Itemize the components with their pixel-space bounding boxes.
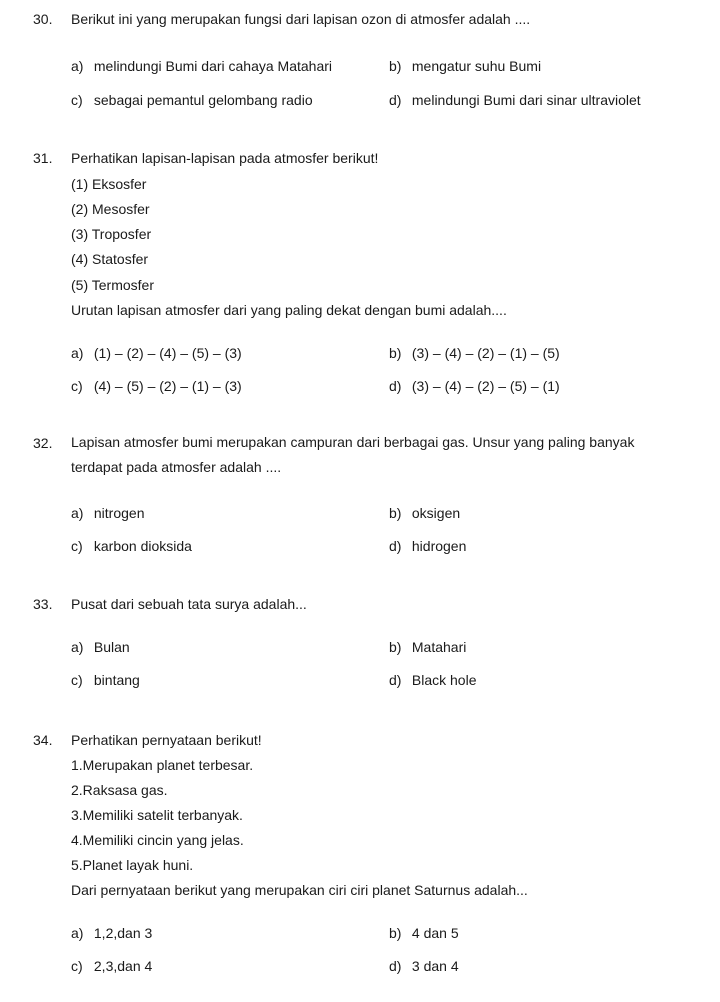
question-number: 30. xyxy=(33,11,53,27)
question-number: 34. xyxy=(33,732,53,748)
option-a[interactable]: a) nitrogen xyxy=(71,505,145,521)
statement-line: 4.Memiliki cincin yang jelas. xyxy=(71,832,244,848)
option-a[interactable]: a) melindungi Bumi dari cahaya Matahari xyxy=(71,58,333,74)
statement-line: 2.Raksasa gas. xyxy=(71,782,168,798)
question-text: Pusat dari sebuah tata surya adalah... xyxy=(71,596,307,612)
statement-line: (2) Mesosfer xyxy=(71,201,150,217)
option-d[interactable]: d) Black hole xyxy=(389,672,477,688)
option-a[interactable]: a) (1) – (2) – (4) – (5) – (3) xyxy=(71,345,242,361)
option-b[interactable]: b) (3) – (4) – (2) – (1) – (5) xyxy=(389,345,560,361)
option-c[interactable]: c) sebagai pemantul gelombang radio xyxy=(71,92,313,108)
question-prompt: Urutan lapisan atmosfer dari yang paling dekat dengan bumi adalah.... xyxy=(71,302,507,318)
statement-line: 3.Memiliki satelit terbanyak. xyxy=(71,807,243,823)
option-c[interactable]: c) (4) – (5) – (2) – (1) – (3) xyxy=(71,378,242,394)
question-text: Berikut ini yang merupakan fungsi dari lapisan ozon di atmosfer adalah .... xyxy=(71,11,531,27)
option-c[interactable]: c) 2,3,dan 4 xyxy=(71,958,153,974)
option-c[interactable]: c) bintang xyxy=(71,672,140,688)
option-a[interactable]: a) Bulan xyxy=(71,639,130,655)
option-d[interactable]: d) 3 dan 4 xyxy=(389,958,459,974)
statement-line: (5) Termosfer xyxy=(71,277,154,293)
statement-line: (3) Troposfer xyxy=(71,226,152,242)
question-text: Perhatikan pernyataan berikut! xyxy=(71,732,262,748)
option-b[interactable]: b) mengatur suhu Bumi xyxy=(389,58,542,74)
statement-line: (1) Eksosfer xyxy=(71,176,147,192)
statement-line: (4) Statosfer xyxy=(71,251,149,267)
option-d[interactable]: d) (3) – (4) – (2) – (5) – (1) xyxy=(389,378,560,394)
statement-line: 5.Planet layak huni. xyxy=(71,857,194,873)
option-c[interactable]: c) karbon dioksida xyxy=(71,538,192,554)
question-prompt: Dari pernyataan berikut yang merupakan ciri ciri planet Saturnus adalah... xyxy=(71,882,528,898)
question-number: 31. xyxy=(33,150,53,166)
option-d[interactable]: d) hidrogen xyxy=(389,538,467,554)
option-b[interactable]: b) Matahari xyxy=(389,639,467,655)
option-b[interactable]: b) oksigen xyxy=(389,505,461,521)
question-number: 32. xyxy=(33,435,53,451)
option-b[interactable]: b) 4 dan 5 xyxy=(389,925,459,941)
question-number: 33. xyxy=(33,596,53,612)
statement-line: 1.Merupakan planet terbesar. xyxy=(71,757,254,773)
option-a[interactable]: a) 1,2,dan 3 xyxy=(71,925,153,941)
option-d[interactable]: d) melindungi Bumi dari sinar ultraviolet xyxy=(389,92,641,108)
question-text: Lapisan atmosfer bumi merupakan campuran dari berbagai gas. Unsur yang paling banyak terdapat pada atmosfer adalah .... xyxy=(71,434,635,475)
question-text: Perhatikan lapisan-lapisan pada atmosfer berikut! xyxy=(71,150,379,166)
